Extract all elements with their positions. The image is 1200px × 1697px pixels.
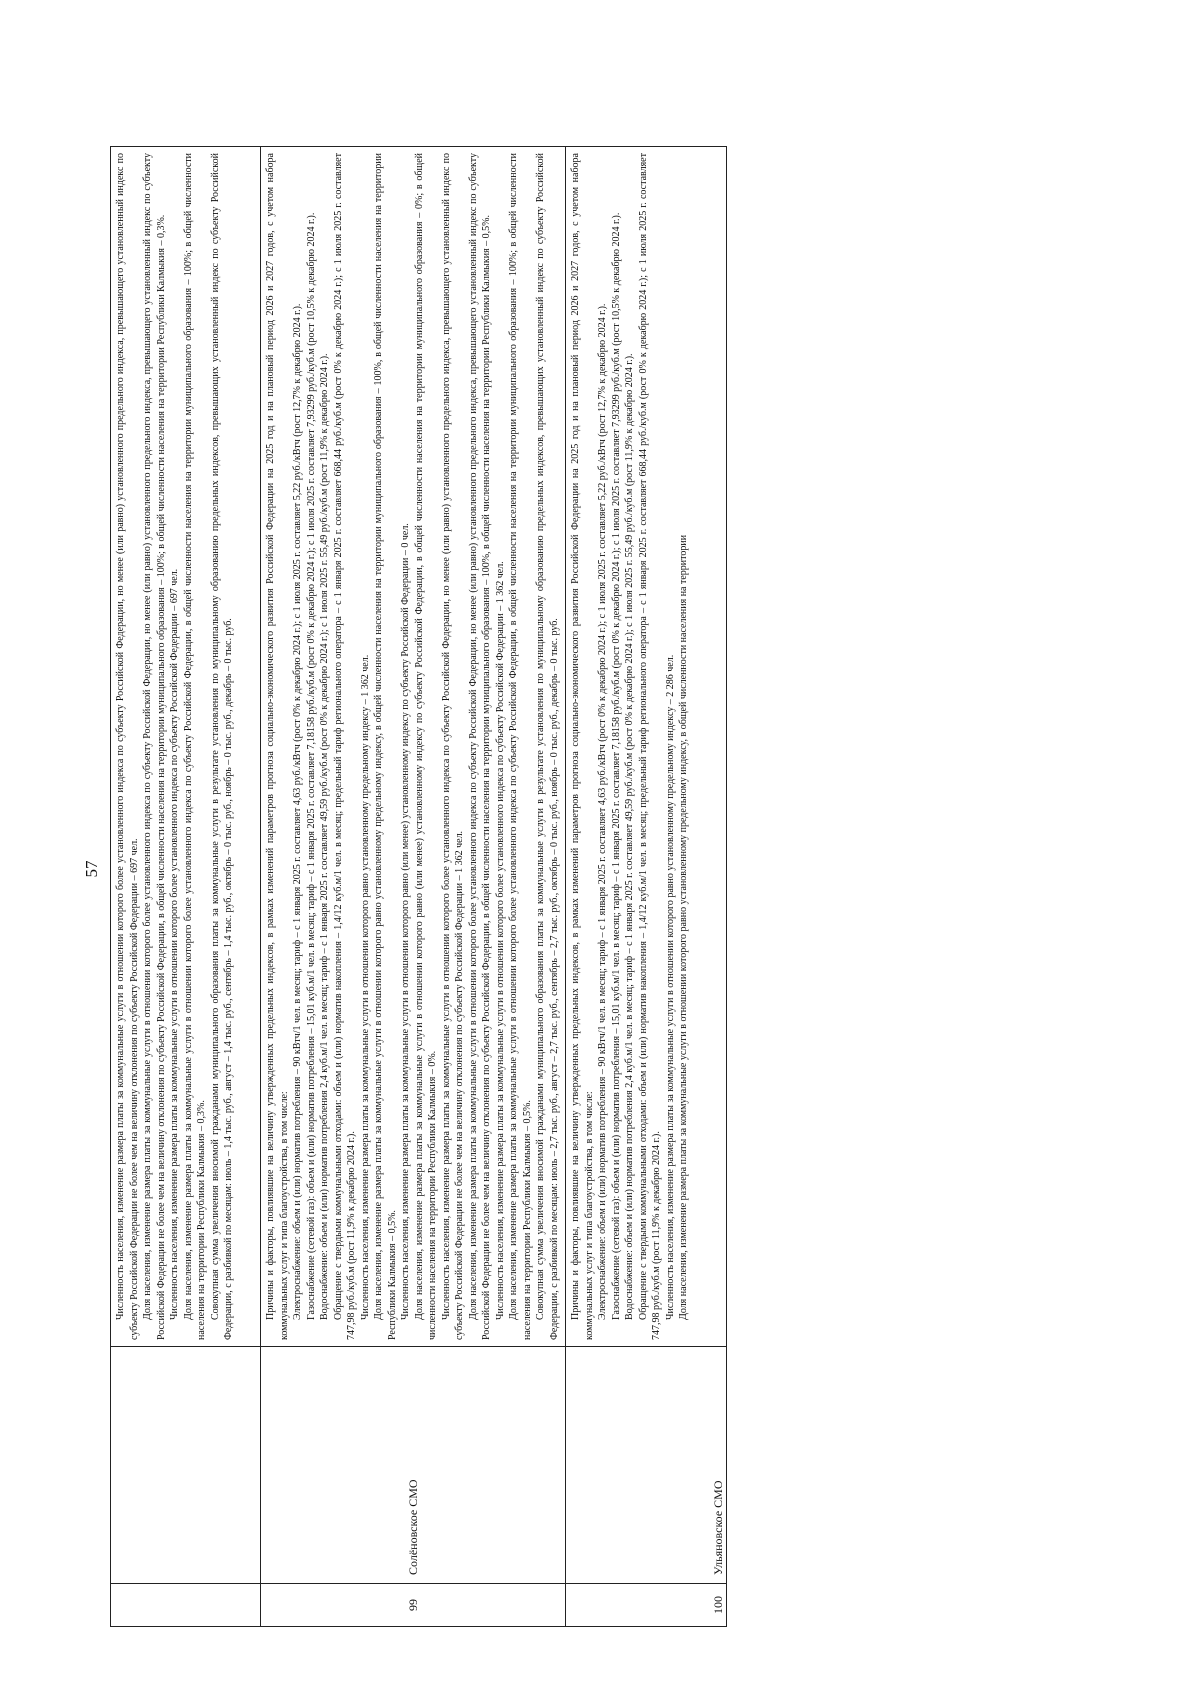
description-paragraph: Численность населения, изменение размера платы за коммунальные услуги в отношении которого равно установленному предельному индексу – 2 286 чел. bbox=[664, 654, 676, 1320]
description-paragraph: Газоснабжение (сетевой газ): объем и (или) норматив потребления – 15,01 куб.м/1 чел. в месяц; тариф – с 1 января 2025 г. составляет 7,18158 руб./куб.м (рост 0% к декабрю 2024 г.); с 1 июля 2025 г. составляет 7,93299 руб./куб.м (рост 10,5% к декабрю 2024 г.). bbox=[305, 212, 317, 1320]
description-paragraph: Совокупная сумма увеличения вносимой гражданами муниципального образования платы за коммунальные услуги в результате установления по муниципальному образованию предельных индексов, превышающих установленный индекс по субъекту Российской Федерации, с разбивкой по месяцам: июль – 1,4 тыс. руб., август – 1,4 тыс. руб., сентябрь – 1,4 тыс. руб., октябрь – 0 тыс. руб., ноябрь – 0 тыс. руб., декабрь – 0 тыс. руб. bbox=[209, 153, 234, 1340]
description-paragraph: Электроснабжение: объем и (или) норматив потребления – 90 кВтч/1 чел. в месяц; тариф – с 1 января 2025 г. составляет 4,63 руб./кВтч (рост 0% к декабрю 2024 г.); с 1 июля 2025 г. составляет 5,22 руб./кВтч (рост 12,7% к декабрю 2024 г.). bbox=[597, 303, 608, 1320]
description-paragraph: Доля населения, изменение размера платы за коммунальные услуги в отношении которого более установленного индекса по субъекту Российской Федерации, в общей численности населения на территории муниципального образования – 100%; в общей численности населения на территории Республики Калмыкия – 0,5%. bbox=[508, 153, 533, 1340]
description-paragraph: Доля населения, изменение размера платы за коммунальные услуги в отношении которого равно установленному предельному индексу, в общей численности населения на территории муниципального образования – 100%, в общей численности населения на территории Республики Калмыкия – 0,5%. bbox=[373, 153, 398, 1340]
description-paragraph: Численность населения, изменение размера платы за коммунальные услуги в отношении которого более установленного индекса по субъекту Российской Федерации, но менее (или равно) установленного предельного индекса, превышающего установленный индекс по субъекту Российской Федерации не более чем на величину отклонения по субъекту Российской Федерации – 1 362 чел. bbox=[440, 153, 465, 1340]
description-paragraph: Обращение с твердыми коммунальными отходами: объем и (или) норматив накопления – 1,4/12 куб.м/1 чел. в месяц; предельный тариф регионального оператора – с 1 января 2025 г. составляет 668,44 руб./куб.м (рост 0% к декабрю 2024 г.); с 1 июля 2025 г. составляет 747,98 руб./куб.м (рост 11,9% к декабрю 2024 г.). bbox=[332, 153, 357, 1340]
description-cell bbox=[261, 147, 566, 1347]
description-paragraph: Доля населения, изменение размера платы за коммунальные услуги в отношении которого равно установленному предельному индексу, в общей численности населения на территории bbox=[678, 534, 689, 1320]
description-paragraph: Доля населения, изменение размера платы за коммунальные услуги в отношении которого более установленного индекса по субъекту Российской Федерации, но менее (или равно) установленного предельного индекса, превышающего установленный индекс по субъекту Российской Федерации не более чем на величину отклонения по субъекту Российской Федерации, в общей численности населения на территории муниципального образования – 100%; в общей численности населения на территории Республики Калмыкия – 0,3%. bbox=[142, 153, 167, 1340]
description-paragraph: Причины и факторы, повлиявшие на величину утвержденных предельных индексов, в рамках изменений параметров прогноза социально-экономического развития Российской Федерации на 2025 год и на плановый период 2026 и 2027 годов, с учетом набора коммунальных услуг и типа благоустройства, в том числе: bbox=[265, 153, 290, 1340]
row-number: 99 bbox=[406, 1599, 420, 1611]
description-paragraph: Численность населения, изменение размера платы за коммунальные услуги в отношении которого более установленного индекса по субъекту Российской Федерации – 697 чел. bbox=[169, 568, 180, 1320]
description-paragraph: Доля населения, изменение размера платы за коммунальные услуги в отношении которого более установленного индекса по субъекту Российской Федерации, но менее (или равно) установленного предельного индекса, превышающего установленный индекс по субъекту Российской Федерации не более чем на величину отклонения по субъекту Российской Федерации, в общей численности населения на территории муниципального образования – 100%, в общей численности населения на территории Республики Калмыкия – 0,5%. bbox=[467, 153, 492, 1340]
table-row bbox=[111, 147, 261, 1627]
description-paragraph: Численность населения, изменение размера платы за коммунальные услуги в отношении которого более установленного индекса по субъекту Российской Федерации, но менее (или равно) установленного предельного индекса, превышающего установленный индекс по субъекту Российской Федерации не более чем на величину отклонения по субъекту Российской Федерации – 697 чел. bbox=[115, 153, 140, 1340]
table-row bbox=[261, 147, 566, 1627]
municipality-name-cell bbox=[566, 1347, 727, 1584]
description-paragraph: Совокупная сумма увеличения вносимой гражданами муниципального образования платы за коммунальные услуги в результате установления по муниципальному образованию предельных индексов, превышающих установленный индекс по субъекту Российской Федерации, с разбивкой по месяцам: июль – 2,7 тыс. руб., август – 2,7 тыс. руб., сентябрь – 2,7 тыс. руб., октябрь – 0 тыс. руб., ноябрь – 0 тыс. руб., декабрь – 0 тыс. руб. bbox=[535, 153, 560, 1340]
municipality-name: Ульяновское СМО bbox=[711, 1480, 725, 1575]
description-paragraph: Электроснабжение: объем и (или) норматив потребления – 90 кВтч/1 чел. в месяц; тариф – с 1 января 2025 г. составляет 4,63 руб./кВтч (рост 0% к декабрю 2024 г.); с 1 июля 2025 г. составляет 5,22 руб./кВтч (рост 12,7% к декабрю 2024 г.). bbox=[292, 303, 303, 1320]
description-paragraph: Численность населения, изменение размера платы за коммунальные услуги в отношении которого более установленного индекса по субъекту Российской Федерации – 1 362 чел. bbox=[494, 561, 506, 1320]
description-paragraph: Причины и факторы, повлиявшие на величину утвержденных предельных индексов, в рамках изменений параметров прогноза социально-экономического развития Российской Федерации на 2025 год и на плановый период 2026 и 2027 годов, с учетом набора коммунальных услуг и типа благоустройства, в том числе: bbox=[570, 153, 595, 1340]
description-cell bbox=[566, 147, 727, 1347]
table-row bbox=[566, 147, 727, 1627]
page-number: 57 bbox=[82, 860, 101, 878]
description-paragraph: Численность населения, изменение размера платы за коммунальные услуги в отношении которого равно (или менее) установленному индексу по субъекту Российской Федерации – 0 чел. bbox=[400, 523, 411, 1320]
municipality-name-cell bbox=[261, 1347, 566, 1584]
description-paragraph: Водоснабжение: объем и (или) норматив потребления 2,4 куб.м/1 чел. в месяц; тариф – с 1 января 2025 г. составляет 49,59 руб./куб.м (рост 0% к декабрю 2024 г.); с 1 июля 2025 г. 55,49 руб./куб.м (рост 11,9% к декабрю 2024 г.). bbox=[624, 353, 635, 1320]
row-number-cell bbox=[111, 1584, 261, 1627]
municipal-index-table bbox=[110, 146, 727, 1627]
municipality-name: Солёновское СМО bbox=[406, 1479, 420, 1575]
description-paragraph: Обращение с твердыми коммунальными отходами: объем и (или) норматив накопления – 1,4/12 куб.м/1 чел. в месяц; предельный тариф регионального оператора – с 1 января 2025 г. составляет 668,44 руб./куб.м (рост 0% к декабрю 2024 г.); с 1 июля 2025 г. составляет 747,98 руб./куб.м (рост 11,9% к декабрю 2024 г.). bbox=[637, 153, 662, 1340]
description-paragraph: Газоснабжение (сетевой газ): объем и (или) норматив потребления – 15,01 куб.м/1 чел. в месяц; тариф – с 1 января 2025 г. составляет 7,18158 руб./куб.м (рост 0% к декабрю 2024 г.); с 1 июля 2025 г. составляет 7,93299 руб./куб.м (рост 10,5% к декабрю 2024 г.). bbox=[610, 212, 622, 1320]
description-paragraph: Доля населения, изменение размера платы за коммунальные услуги в отношении которого равно (или менее) установленному индексу по субъекту Российской Федерации, в общей численности населения на территории муниципального образования – 0%; в общей численности населения на территории Республики Калмыкия – 0%. bbox=[413, 153, 438, 1340]
row-number: 100 bbox=[711, 1596, 725, 1614]
municipality-name-cell bbox=[111, 1347, 261, 1584]
description-paragraph: Численность населения, изменение размера платы за коммунальные услуги в отношении которого равно установленному предельному индексу – 1 362 чел. bbox=[359, 654, 371, 1320]
description-cell bbox=[111, 147, 261, 1347]
description-paragraph: Водоснабжение: объем и (или) норматив потребления 2,4 куб.м/1 чел. в месяц; тариф – с 1 января 2025 г. составляет 49,59 руб./куб.м (рост 0% к декабрю 2024 г.); с 1 июля 2025 г. 55,49 руб./куб.м (рост 11,9% к декабрю 2024 г.). bbox=[319, 353, 330, 1320]
description-paragraph: Доля населения, изменение размера платы за коммунальные услуги в отношении которого более установленного индекса по субъекту Российской Федерации, в общей численности населения на территории муниципального образования – 100%; в общей численности населения на территории Республики Калмыкия – 0,3%. bbox=[182, 153, 207, 1340]
row-number-cell bbox=[261, 1584, 566, 1627]
row-number-cell bbox=[566, 1584, 727, 1627]
